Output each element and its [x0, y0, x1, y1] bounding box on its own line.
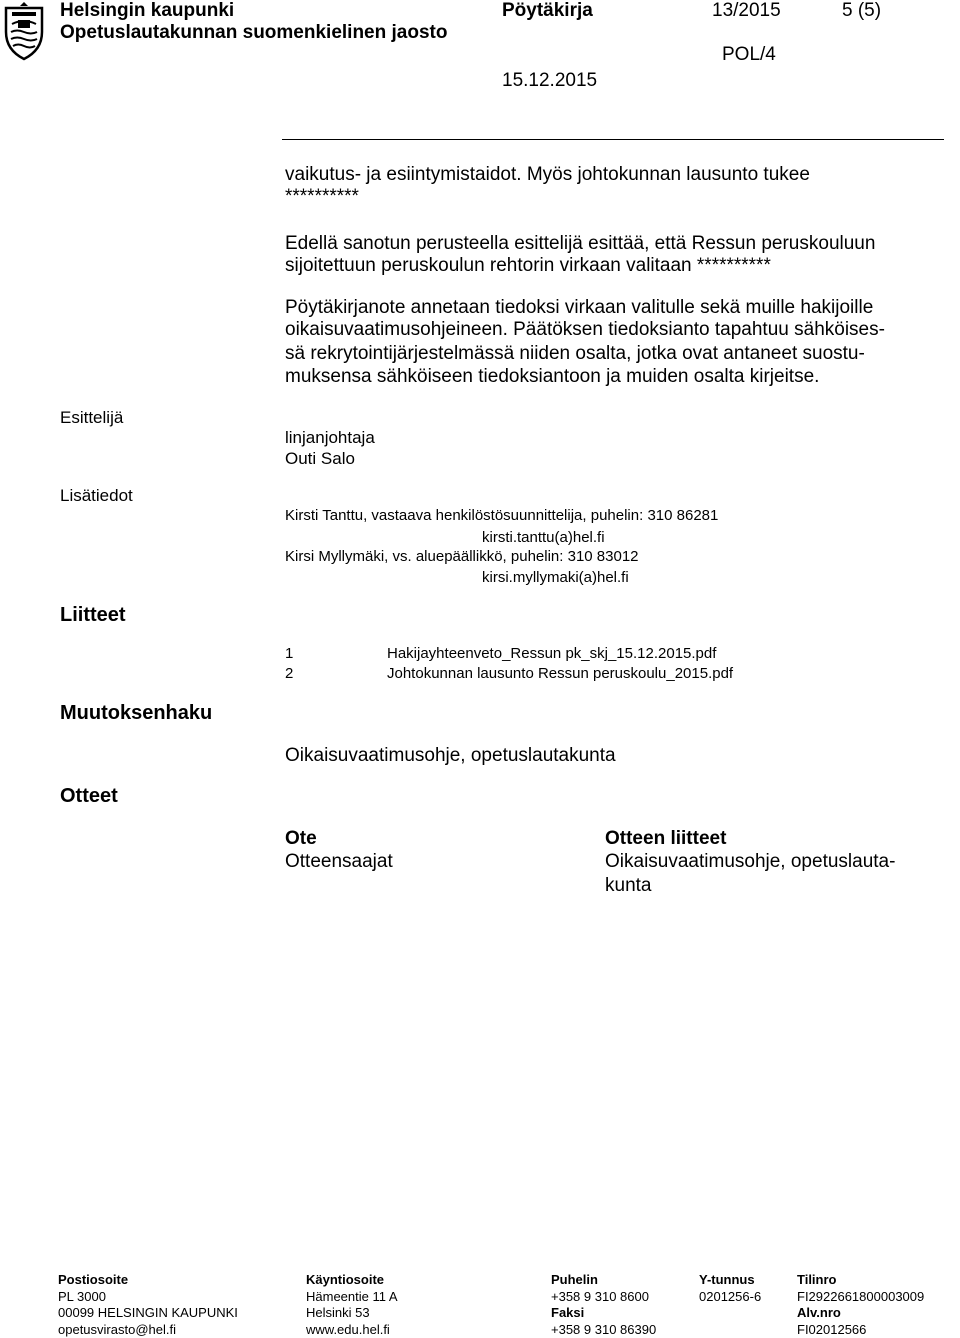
footer-phone-label: Puhelin	[551, 1272, 656, 1289]
footer-city: Helsinki 53	[306, 1305, 398, 1322]
footer-account-number: FI2922661800003009	[797, 1289, 924, 1306]
attachment-1-number: 1	[285, 645, 293, 662]
contact-2-email: kirsi.myllymaki(a)hel.fi	[482, 567, 629, 589]
extracts-label: Otteet	[60, 785, 118, 808]
info-label: Lisätiedot	[60, 486, 133, 506]
extract-attachments-heading: Otteen liitteet	[605, 828, 726, 850]
footer-business-id	[699, 1272, 761, 1305]
presenter-label: Esittelijä	[60, 408, 123, 428]
case-id: POL/4	[722, 44, 776, 66]
footer-email: opetusvirasto@hel.fi	[58, 1322, 238, 1338]
footer-postal	[58, 1272, 238, 1338]
footer-postal-label: Postiosoite	[58, 1272, 238, 1289]
paragraph-2-line-1: Edellä sanotun perusteella esittelijä esittää, että Ressun peruskouluun	[285, 233, 875, 255]
footer-postal-city: 00099 HELSINGIN KAUPUNKI	[58, 1305, 238, 1322]
extract-heading: Ote	[285, 828, 317, 850]
presenter-title: linjanjohtaja	[285, 428, 375, 448]
city-name: Helsingin kaupunki	[60, 0, 234, 22]
paragraph-3-line-1: Pöytäkirjanote annetaan tiedoksi virkaan valitulle sekä muille hakijoille	[285, 297, 873, 319]
footer-street: Hämeentie 11 A	[306, 1289, 398, 1306]
paragraph-1-line-2: **********	[285, 186, 359, 208]
paragraph-3-line-2: oikaisuvaatimusohjeineen. Päätöksen tiedoksianto tapahtuu sähköises-	[285, 319, 885, 341]
footer-account-label: Tilinro	[797, 1272, 924, 1289]
contact-2-line: Kirsi Myllymäki, vs. aluepäällikkö, puhelin: 310 83012	[285, 546, 639, 568]
footer-website: www.edu.hel.fi	[306, 1322, 398, 1338]
footer-vat-label: Alv.nro	[797, 1305, 924, 1322]
meeting-date: 15.12.2015	[502, 70, 597, 92]
footer-fax-number: +358 9 310 86390	[551, 1322, 656, 1338]
committee-name: Opetuslautakunnan suomenkielinen jaosto	[60, 22, 447, 44]
footer-account	[797, 1272, 924, 1338]
presenter-name: Outi Salo	[285, 449, 355, 469]
paragraph-3-line-4: muksensa sähköiseen tiedoksiantoon ja muiden osalta kirjeitse.	[285, 366, 819, 388]
page-number: 5 (5)	[842, 0, 881, 22]
contact-1-line: Kirsti Tanttu, vastaava henkilöstösuunnittelija, puhelin: 310 86281	[285, 505, 718, 527]
extract-attachments-line-1: Oikaisuvaatimusohje, opetuslauta-	[605, 851, 895, 873]
document-number: 13/2015	[712, 0, 781, 22]
extract-recipients: Otteensaajat	[285, 851, 393, 873]
attachment-1-name: Hakijayhteenveto_Ressun pk_skj_15.12.2015.pdf	[387, 645, 716, 662]
document-type: Pöytäkirja	[502, 0, 593, 22]
appeal-text: Oikaisuvaatimusohje, opetuslautakunta	[285, 745, 616, 767]
footer-visiting	[306, 1272, 398, 1338]
contact-1-email: kirsti.tanttu(a)hel.fi	[482, 527, 605, 549]
helsinki-crest-icon	[2, 2, 46, 62]
footer-business-id-label: Y-tunnus	[699, 1272, 761, 1289]
extract-attachments-line-2: kunta	[605, 875, 651, 897]
footer-postal-box: PL 3000	[58, 1289, 238, 1306]
footer-phone-number: +358 9 310 8600	[551, 1289, 656, 1306]
attachment-2-number: 2	[285, 665, 293, 682]
footer-visiting-label: Käyntiosoite	[306, 1272, 398, 1289]
appeal-label: Muutoksenhaku	[60, 702, 212, 725]
footer-business-id-value: 0201256-6	[699, 1289, 761, 1306]
attachment-2-name: Johtokunnan lausunto Ressun peruskoulu_2015.pdf	[387, 665, 733, 682]
footer-phone	[551, 1272, 656, 1338]
paragraph-1-line-1: vaikutus- ja esiintymistaidot. Myös johtokunnan lausunto tukee	[285, 164, 810, 186]
footer-vat-number: FI02012566	[797, 1322, 924, 1338]
attachments-label: Liitteet	[60, 604, 126, 627]
header-divider	[282, 139, 944, 140]
footer-fax-label: Faksi	[551, 1305, 656, 1322]
paragraph-2-line-2: sijoitettuun peruskoulun rehtorin virkaan valitaan **********	[285, 255, 771, 277]
paragraph-3-line-3: sä rekrytointijärjestelmässä niiden osalta, jotka ovat antaneet suostu-	[285, 343, 865, 365]
